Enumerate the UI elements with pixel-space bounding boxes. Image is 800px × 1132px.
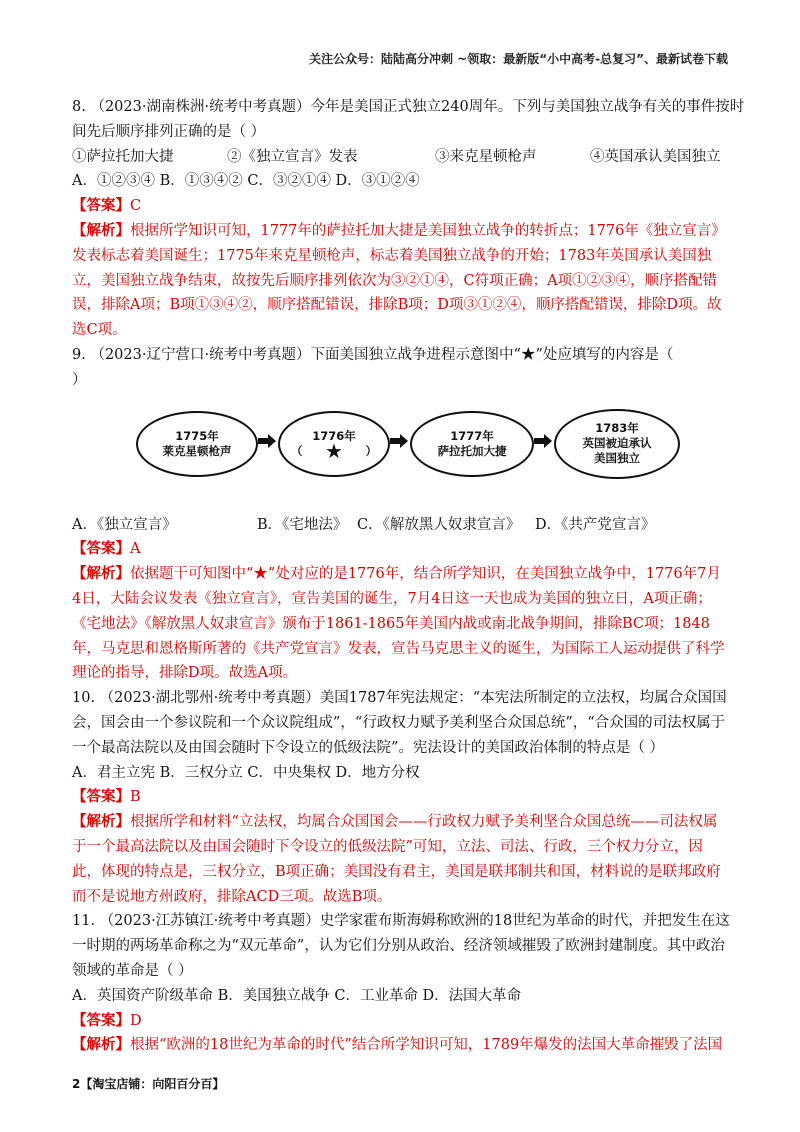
option-c: C．《解放黑人奴隶宣言》 — [357, 516, 521, 533]
event-item: ①萨拉托加大捷 — [72, 148, 174, 165]
answer-label: 【答案】 — [72, 1011, 130, 1029]
option-d: D．《共产党宣言》 — [535, 516, 656, 533]
analysis-label: 【解析】 — [72, 813, 130, 831]
answer-label: 【答案】 — [72, 540, 130, 558]
page-header: 关注公众号：陆陆高分冲刺 ~领取：最新版“小中高考-总复习”、最新试卷下载 — [309, 52, 728, 66]
timeline-node-1783 — [554, 409, 680, 479]
node-year: 1783年 — [595, 421, 639, 436]
arrow-right-icon — [534, 434, 552, 448]
node-text: 萨拉托加大捷 — [437, 443, 507, 458]
option-a: A．《独立宣言》 — [72, 516, 177, 533]
question-8 — [72, 95, 745, 343]
timeline-node-1777 — [410, 411, 534, 477]
answer-options: A．君主立宪 B．三权分立 C．中央集权 D．地方分权 — [72, 764, 420, 781]
page-footer: 2【淘宝店铺：向阳百分百】 — [72, 1077, 225, 1091]
timeline-node-1775 — [136, 411, 258, 477]
analysis-text: 根据“欧洲的18世纪为革命的时代”结合所学知识可知，1789年爆发的法国大革命摧毁了法国 — [130, 1037, 723, 1054]
star-icon: ★ — [325, 438, 343, 463]
node-text: 美国独立 — [594, 451, 640, 466]
arrow-right-icon — [258, 434, 276, 448]
analysis-text: 根据所学和材料“立法权，均属合众国国会——行政权力赋予美利坚合众国总统——司法权属于一个最高法院以及由国会随时下令设立的低级法院”可知，立法、司法、行政，三个权力分立，因此，体现的特点是，三权分立，B项正确；美国没有君主，美国是联邦制共和国，材料说的是联邦政府而不是说地方州政府，排除ACD三项。故选B项。 — [72, 814, 721, 905]
question-stem: 10. （2023·湖北鄂州·统考中考真题）美国1787年宪法规定：“本宪法所制定的立法权，均属合众国国会，国会由一个参议院和一个众议院组成”，“行政权力赋予美利坚合众国总统”，“合众国的司法权属于一个最高法院以及由国会随时下令设立的低级法院”。宪法设计的美国政治体制的特点是（ ） — [72, 690, 727, 756]
timeline-node-1776 — [278, 411, 390, 477]
analysis-label: 【解析】 — [72, 1036, 130, 1054]
answer-value: D — [130, 1012, 142, 1029]
answer-options: A．①②③④ B．①③④② C．③②①④ D．③①②④ — [72, 173, 420, 190]
question-9 — [72, 343, 730, 686]
analysis-text: 根据所学知识可知，1777年的萨拉托加大捷是美国独立战争的转折点；1776年《独立宣言》发表标志着美国诞生；1775年来克星顿枪声，标志着美国独立战争的开始；1783年英国承认美国独立，美国独立战争结束，故按先后顺序排列依次为③②①④，C符项正确；A项①②③④，顺序搭配错误，排除A项；B项①③④②，顺序搭配错误，排除B项；D项③①②④，顺序搭配错误，排除D项。故选C项。 — [72, 222, 726, 339]
event-list — [72, 145, 730, 170]
question-10 — [72, 686, 730, 909]
event-item: ③来克星顿枪声 — [435, 148, 537, 165]
question-11 — [72, 909, 730, 1058]
analysis-label: 【解析】 — [72, 565, 130, 583]
answer-value: A — [130, 541, 141, 558]
node-year: 1775年 — [175, 428, 219, 443]
answer-value: C — [130, 198, 142, 215]
node-year: 1777年 — [450, 428, 494, 443]
timeline-diagram — [72, 401, 730, 509]
question-stem: 11. （2023·江苏镇江·统考中考真题）史学家霍布斯海姆称欧洲的18世纪为革命的时代，并把发生在这一时期的两场革命称之为“双元革命”，认为它们分别从政治、经济领域摧毁了欧洲封建制度。其中政治领域的革命是（ ） — [72, 913, 730, 979]
event-item: ④英国承认美国独立 — [590, 148, 721, 165]
arrow-right-icon — [390, 434, 408, 448]
node-year: 1776年 — [312, 428, 356, 443]
answer-value: B — [130, 789, 141, 806]
node-text: 莱克星顿枪声 — [162, 443, 232, 458]
bracket-left: （ — [291, 443, 303, 458]
question-stem: 间先后顺序排列正确的是（ ） — [72, 123, 266, 140]
event-item: ②《独立宣言》发表 — [227, 148, 358, 165]
question-stem: 8. （2023·湖南株洲·统考中考真题）今年是美国正式独立240周年。下列与美国独立战争有关的事件按时 — [72, 99, 745, 115]
analysis-text: 依据题干可知图中“★”处对应的是1776年，结合所学知识，在美国独立战争中，1776年7月4日，大陆会议发表《独立宣言》，宣告美国的诞生，7月4日这一天也成为美国的独立日，A项正确；《宅地法》《解放黑人奴隶宣言》颁布于1861-1865年美国内战或南北战争期间，排除BC项；1848年，马克思和恩格斯所著的《共产党宣言》发表，宣告马克思主义的诞生，为国际工人运动提供了科学理论的指导，排除D项。故选A项。 — [72, 566, 725, 682]
answer-label: 【答案】 — [72, 788, 130, 806]
question-stem: ） — [72, 371, 87, 388]
bracket-right: ） — [365, 443, 377, 458]
question-stem: 9. （2023·辽宁营口·统考中考真题）下面美国独立战争进程示意图中“★”处应填写的内容是（ — [72, 346, 674, 363]
content-area — [72, 95, 745, 1058]
option-b: B．《宅地法》 — [257, 516, 348, 533]
answer-options — [72, 513, 730, 538]
answer-label: 【答案】 — [72, 197, 130, 215]
answer-options: A．英国资产阶级革命 B．美国独立战争 C．工业革命 D．法国大革命 — [72, 987, 522, 1004]
node-text: 英国被迫承认 — [582, 436, 652, 451]
analysis-label: 【解析】 — [72, 221, 130, 239]
